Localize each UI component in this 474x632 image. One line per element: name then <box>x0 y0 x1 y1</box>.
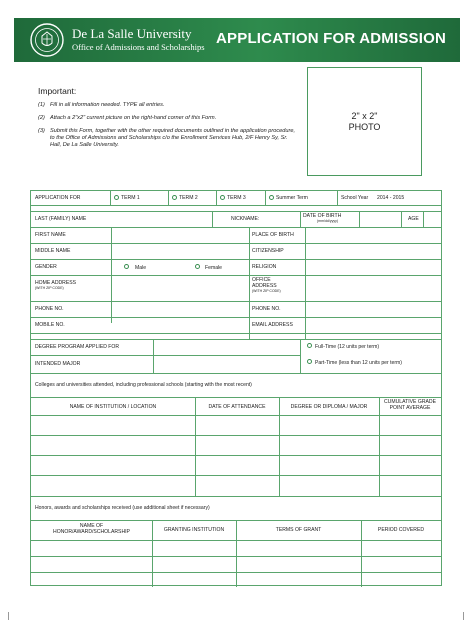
office-address-label <box>252 277 281 293</box>
summer-term-radio[interactable] <box>269 195 274 200</box>
col-grade-header <box>379 399 441 411</box>
degree-program-label: DEGREE PROGRAM APPLIED FOR <box>35 344 120 350</box>
middle-name-label: MIDDLE NAME <box>35 248 71 254</box>
email-label: EMAIL ADDRESS <box>252 322 293 328</box>
col-award-line1: NAME OF <box>79 523 104 529</box>
photo-box[interactable] <box>307 67 422 176</box>
office-text: OFFICE <box>252 277 271 283</box>
instruction-text: Fill in all information needed. TYPE all entries. <box>50 102 165 108</box>
home-address-label <box>35 280 76 290</box>
col-award-line2: HONOR/AWARD/SCHOLARSHIP <box>53 529 130 535</box>
honors-heading: Honors, awards and scholarships received (use additional sheet if necessary) <box>35 505 210 511</box>
phone-label: PHONE NO. <box>35 306 64 312</box>
full-time-radio[interactable] <box>307 343 312 348</box>
first-name-label: FIRST NAME <box>35 232 66 238</box>
application-for-label: APPLICATION FOR <box>35 195 81 201</box>
university-seal-icon <box>30 23 64 57</box>
photo-label: PHOTO <box>348 121 381 132</box>
instruction-item <box>38 102 298 109</box>
address-text: ADDRESS <box>252 283 277 289</box>
term3-radio[interactable] <box>220 195 225 200</box>
school-year-value: 2014 - 2015 <box>377 195 405 201</box>
home-zip-hint: (WITH ZIP CODE) <box>35 286 64 290</box>
crop-mark <box>8 612 9 620</box>
instructions-block <box>38 86 298 155</box>
col-granting-header: GRANTING INSTITUTION <box>163 527 225 533</box>
part-time-radio[interactable] <box>307 359 312 364</box>
office-phone-label: PHONE NO. <box>252 306 281 312</box>
male-label: Male <box>135 265 147 271</box>
instruction-number: (1) <box>38 102 45 108</box>
table-row[interactable] <box>31 475 441 476</box>
col-terms-header: TERMS OF GRANT <box>275 527 322 533</box>
col-degree-header: DEGREE OR DIPLOMA / MAJOR <box>290 404 368 410</box>
instruction-item <box>38 128 298 149</box>
religion-label: RELIGION <box>252 264 277 270</box>
col-award-header <box>31 523 152 535</box>
date-format-hint: (mm/dd/yyyy) <box>317 219 338 223</box>
table-row[interactable] <box>31 556 441 557</box>
mobile-label: MOBILE NO. <box>35 322 65 328</box>
gender-label: GENDER <box>35 264 57 270</box>
col-period-header: PERIOD COVERED <box>377 527 425 533</box>
colleges-heading: Colleges and universities attended, including professional schools (starting with the most recent) <box>35 382 252 388</box>
office-name: Office of Admissions and Scholarships <box>72 42 205 52</box>
instruction-item <box>38 115 298 122</box>
office-zip-hint: (WITH ZIP CODE) <box>252 289 281 293</box>
instruction-number: (2) <box>38 115 45 121</box>
male-radio[interactable] <box>124 264 129 269</box>
term1-radio[interactable] <box>114 195 119 200</box>
place-of-birth-label: PLACE OF BIRTH <box>252 232 294 238</box>
page-title: APPLICATION FOR ADMISSION <box>216 30 446 47</box>
instruction-text: Attach a 2"x2" current picture on the right-hand corner of this Form. <box>50 115 217 121</box>
term3-label: TERM 3 <box>227 195 246 201</box>
term2-label: TERM 2 <box>179 195 198 201</box>
home-address-text: HOME ADDRESS <box>35 280 77 286</box>
col-institution-header: NAME OF INSTITUTION / LOCATION <box>69 404 157 410</box>
nickname-label: NICKNAME: <box>231 216 260 222</box>
header-banner <box>14 18 460 62</box>
full-time-label: Full-Time (12 units per term) <box>315 344 380 350</box>
col-grade-line1: CUMULATIVE GRADE <box>384 399 436 405</box>
term2-radio[interactable] <box>172 195 177 200</box>
date-of-birth-label <box>303 213 341 223</box>
instruction-text: Submit this Form, together with the other required documents outlined in the application procedure, to the Office of Admissions and Scholarships c/o the Enrollment Services Hub, 2/F Henry Sy, Sr. Hall, De La Salle University. <box>50 128 296 148</box>
term1-label: TERM 1 <box>121 195 140 201</box>
date-of-birth-text: DATE OF BIRTH <box>303 213 342 219</box>
female-radio[interactable] <box>195 264 200 269</box>
table-row[interactable] <box>31 435 441 436</box>
intended-major-label: INTENDED MAJOR <box>35 361 81 367</box>
table-row[interactable] <box>31 572 441 573</box>
citizenship-label: CITIZENSHIP <box>252 248 284 254</box>
age-label: AGE <box>408 216 419 222</box>
summer-term-label: Summer Term <box>276 195 308 201</box>
application-form <box>30 190 442 586</box>
school-year-label: School Year <box>341 195 369 201</box>
crop-mark <box>463 612 464 620</box>
instructions-title: Important: <box>38 86 77 96</box>
col-date-header: DATE OF ATTENDANCE <box>208 404 266 410</box>
female-label: Female <box>205 265 222 271</box>
last-name-label: LAST (FAMILY) NAME <box>35 216 87 222</box>
part-time-label: Part-Time (less than 12 units per term) <box>315 360 402 366</box>
university-name: De La Salle University <box>72 26 192 41</box>
photo-size-label: 2" x 2" <box>351 110 378 121</box>
instruction-number: (3) <box>38 128 45 134</box>
col-grade-line2: POINT AVERAGE <box>389 405 431 411</box>
table-row[interactable] <box>31 455 441 456</box>
